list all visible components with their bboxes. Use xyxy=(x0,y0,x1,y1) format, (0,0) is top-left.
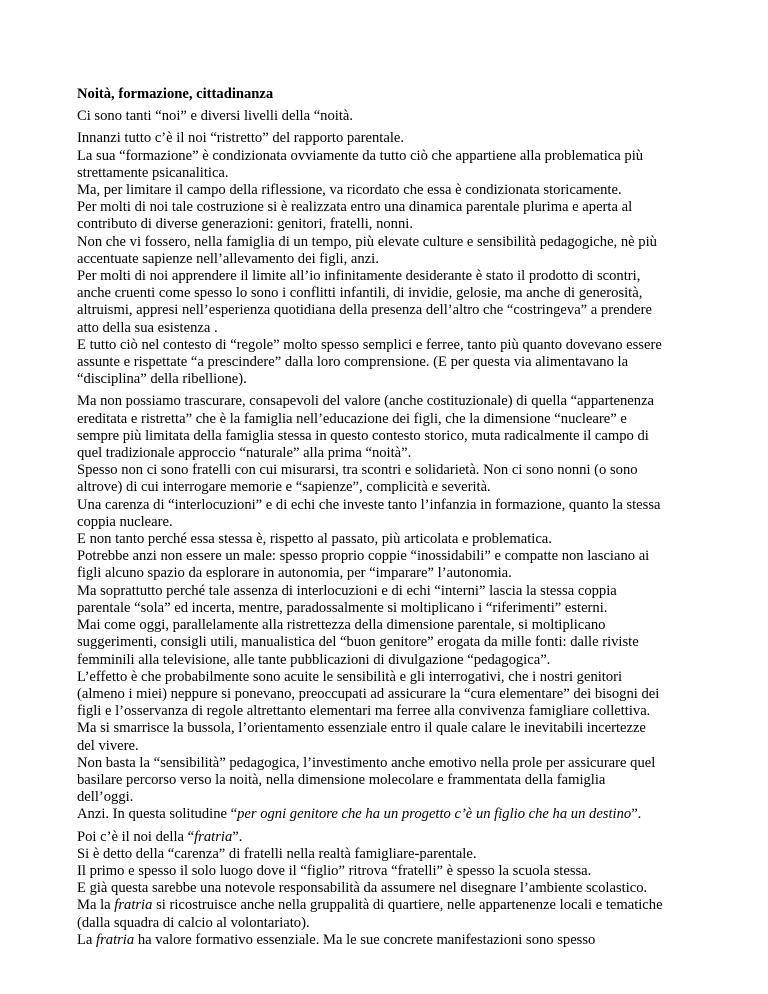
text-line xyxy=(77,165,717,182)
text-segment: ”. xyxy=(631,806,642,823)
text-line xyxy=(77,130,717,147)
text-line xyxy=(77,846,717,863)
text-segment: coppia nucleare. xyxy=(77,513,173,530)
text-segment: Potrebbe anzi non essere un male: spesso proprio coppie “inossidabili” e compatte non lasciano ai xyxy=(77,548,650,565)
text-line xyxy=(77,234,717,251)
text-segment: La xyxy=(77,931,97,948)
text-line xyxy=(77,354,717,371)
italic-text: fratria xyxy=(114,897,153,914)
text-segment: Ma soprattutto perché tale assenza di interlocuzioni e di echi “interni” lascia la stessa coppia xyxy=(77,582,617,599)
text-segment: Mai come oggi, parallelamente alla ristrettezza della dimensione parentale, si moltiplicano xyxy=(77,617,606,634)
text-line xyxy=(77,148,717,165)
text-segment: Il primo e spesso il solo luogo dove il “figlio” ritrova “fratelli” è spesso la scuola stessa. xyxy=(77,862,592,879)
italic-text: fratria xyxy=(96,931,135,948)
text-line xyxy=(77,108,717,125)
text-line xyxy=(77,462,717,479)
text-line xyxy=(77,829,717,846)
text-segment: quel tradizionale approccio “naturale” alla prima “noità”. xyxy=(77,445,412,462)
text-segment: Innanzi tutto c’è il noi “ristretto” del rapporto parentale. xyxy=(77,130,405,147)
text-segment: Ma non possiamo trascurare, consapevoli del valore (anche costituzionale) di quella “appartenenza xyxy=(77,393,655,410)
text-line xyxy=(77,897,717,914)
text-segment: (dalla squadra di calcio al volontariato). xyxy=(77,914,310,931)
paragraph xyxy=(77,393,717,823)
text-segment: Una carenza di “interlocuzioni” e di echi che investe tanto l’infanzia in formazione, quanto la stessa xyxy=(77,496,661,513)
text-segment: (almeno i miei) neppure si ponevano, preoccupati ad assicurare la “cura elementare” dei bisogni dei xyxy=(77,685,660,702)
text-segment: “disciplina” della ribellione). xyxy=(77,371,247,388)
text-line xyxy=(77,806,717,823)
text-line xyxy=(77,583,717,600)
text-segment: Per molti di noi tale costruzione si è realizzata entro una dinamica parentale plurima e aperta al xyxy=(77,199,633,216)
text-line xyxy=(77,720,717,737)
text-line xyxy=(77,755,717,772)
text-segment: L’effetto è che probabilmente sono acuite le sensibilità e gli interrogativi, che i nostri genitori xyxy=(77,668,623,685)
text-segment: ereditata e ristretta” che è la famiglia nell’educazione dei figli, che la dimensione “nucleare” e xyxy=(77,410,627,427)
text-line xyxy=(77,863,717,880)
text-segment: ha valore formativo essenziale. Ma le sue concrete manifestazioni sono spesso xyxy=(134,931,596,948)
text-segment: Ci sono tanti “noi” e diversi livelli della “noità. xyxy=(77,108,353,125)
text-segment: La sua “formazione” è condizionata ovviamente da tutto ciò che appartiene alla problematica più xyxy=(77,147,644,164)
text-line xyxy=(77,738,717,755)
document-page xyxy=(77,86,717,954)
text-line xyxy=(77,772,717,789)
text-line xyxy=(77,634,717,651)
text-segment: basilare percorso verso la noità, nella dimensione molecolare e frammentata della famiglia xyxy=(77,771,606,788)
text-line xyxy=(77,285,717,302)
text-segment: E tutto ciò nel contesto di “regole” molto spesso semplici e ferree, tanto più quanto dovevano essere xyxy=(77,336,662,353)
text-segment: E già questa sarebbe una notevole responsabilità da assumere nel disegnare l’ambiente scolastico. xyxy=(77,880,648,897)
text-segment: ”. xyxy=(232,828,243,845)
paragraph xyxy=(77,829,717,949)
text-line xyxy=(77,428,717,445)
text-line xyxy=(77,565,717,582)
text-line xyxy=(77,302,717,319)
text-segment: strettamente psicanalitica. xyxy=(77,164,229,181)
text-line xyxy=(77,393,717,410)
text-line xyxy=(77,251,717,268)
text-segment: Non basta la “sensibilità” pedagogica, l’investimento anche emotivo nella prole per assicurare quel xyxy=(77,754,656,771)
text-line xyxy=(77,199,717,216)
text-segment: Ma la xyxy=(77,897,115,914)
text-segment: suggerimenti, consigli utili, manualistica del “buon genitore” erogata da mille fonti: dalle riviste xyxy=(77,634,639,651)
text-line xyxy=(77,514,717,531)
text-line xyxy=(77,479,717,496)
document-title: Noità, formazione, cittadinanza xyxy=(77,86,274,102)
text-line xyxy=(77,600,717,617)
italic-text: per ogni genitore che ha un progetto c’è un figlio che ha un destino xyxy=(237,806,632,823)
text-line xyxy=(77,445,717,462)
text-segment: Non che vi fossero, nella famiglia di un tempo, più elevate culture e sensibilità pedagogiche, nè più xyxy=(77,233,657,250)
text-line xyxy=(77,932,717,949)
text-segment: del vivere. xyxy=(77,737,139,754)
text-segment: sempre più limitata della famiglia stessa in questo contesto storico, muta radicalmente il campo di xyxy=(77,427,649,444)
text-line xyxy=(77,548,717,565)
text-line xyxy=(77,182,717,199)
text-segment: assunte e rispettate “a prescindere” dalla loro comprensione. (E per questa via alimentavano la xyxy=(77,354,629,371)
text-segment: parentale “sola” ed incerta, mentre, paradossalmente si moltiplicano i “riferimenti” esterni. xyxy=(77,599,608,616)
text-segment: Si è detto della “carenza” di fratelli nella realtà famigliare-parentale. xyxy=(77,845,477,862)
text-segment: altruismi, appresi nell’esperienza quotidiana della presenza dell’altro che “costringeva” a prendere xyxy=(77,302,652,319)
text-segment: Anzi. In questa solitudine “ xyxy=(77,806,238,823)
text-line xyxy=(77,880,717,897)
paragraph xyxy=(77,108,717,125)
text-segment: anche cruenti come spesso lo sono i conflitti infantili, di invidie, gelosie, ma anche di generosità, xyxy=(77,285,643,302)
text-line xyxy=(77,337,717,354)
text-segment: contributo di diverse generazioni: genitori, fratelli, nonni. xyxy=(77,216,413,233)
text-line xyxy=(77,915,717,932)
text-segment: Ma si smarrisce la bussola, l’orientamento essenziale entro il quale calare le inevitabili incertezze xyxy=(77,720,646,737)
document-body xyxy=(77,108,717,949)
text-line xyxy=(77,497,717,514)
text-line xyxy=(77,411,717,428)
text-segment: si ricostruisce anche nella gruppalità di quartiere, nelle appartenenze locali e tematiche xyxy=(152,897,663,914)
paragraph xyxy=(77,130,717,388)
text-segment: accentuate sapienze nell’allevamento dei figli, anzi. xyxy=(77,250,379,267)
text-segment: Per molti di noi apprendere il limite all’io infinitamente desiderante è stato il prodotto di scontri, xyxy=(77,268,641,285)
text-line xyxy=(77,652,717,669)
text-segment: femminili alla televisione, alle tante pubblicazioni di divulgazione “pedagogica”. xyxy=(77,651,551,668)
text-line xyxy=(77,531,717,548)
text-segment: Spesso non ci sono fratelli con cui misurarsi, tra scontri e solidarietà. Non ci sono nonni (o sono xyxy=(77,462,638,479)
text-segment: atto della sua esistenza . xyxy=(77,319,218,336)
text-line xyxy=(77,789,717,806)
text-segment: figli alcuno spazio da esplorare in autonomia, per “imparare” l’autonomia. xyxy=(77,565,512,582)
text-segment: E non tanto perché essa stessa è, rispetto al passato, più articolata e problematica. xyxy=(77,531,552,548)
italic-text: fratria xyxy=(194,828,233,845)
text-line xyxy=(77,216,717,233)
text-line xyxy=(77,320,717,337)
text-segment: dell’oggi. xyxy=(77,789,134,806)
text-segment: Poi c’è il noi della “ xyxy=(77,828,195,845)
text-line xyxy=(77,703,717,720)
text-line xyxy=(77,617,717,634)
text-line xyxy=(77,268,717,285)
text-segment: figli e l’osservanza di regole altrettanto elementari ma ferree alla convivenza famigliare collettiva. xyxy=(77,703,651,720)
text-segment: altrove) di cui interrogare memorie e “sapienze”, complicità e severità. xyxy=(77,479,491,496)
text-line xyxy=(77,371,717,388)
text-line xyxy=(77,669,717,686)
text-segment: Ma, per limitare il campo della riflessione, va ricordato che essa è condizionata storicamente. xyxy=(77,182,622,199)
text-line xyxy=(77,686,717,703)
